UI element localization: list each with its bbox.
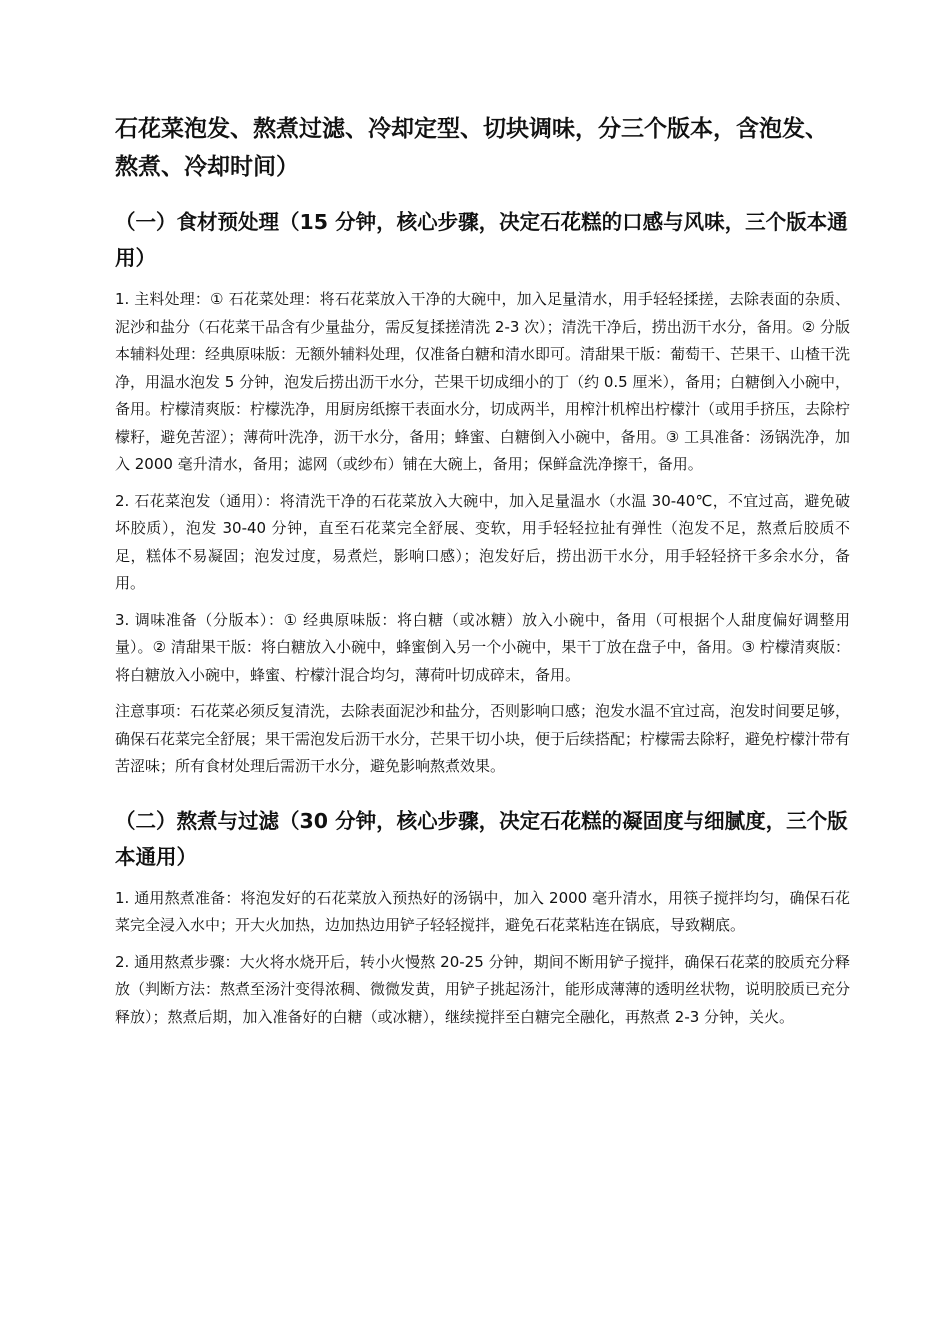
paragraph-notes: 注意事项：石花菜必须反复清洗，去除表面泥沙和盐分，否则影响口感；泡发水温不宜过高，泡发时间要足够，确保石花菜完全舒展；果干需泡发后沥干水分，芒果干切小块，便于后续搭配；柠檬需去除籽，避免柠檬汁带有苦涩味；所有食材处理后需沥干水分，避免影响熬煮效果。 <box>115 702 851 775</box>
paragraph-seasoning-prep: 3. 调味准备（分版本）：① 经典原味版：将白糖（或冰糖）放入小碗中，备用（可根据个人甜度偏好调整用量）。② 清甜果干版：将白糖放入小碗中，蜂蜜倒入另一个小碗中，果干丁放在盘子中，备用。③ 柠檬清爽版：将白糖放入小碗中，蜂蜜、柠檬汁混合均匀，薄荷叶切成碎末，备用。 <box>115 610 850 684</box>
document-title: 石花菜泡发、熬煮过滤、冷却定型、切块调味，分三个版本，含泡发、熬煮、冷却时间） <box>115 116 828 180</box>
section-heading: （二）熬煮与过滤（30 分钟，核心步骤，决定石花糕的凝固度与细腻度，三个版本通用） <box>115 808 848 869</box>
document-page <box>115 110 850 1040</box>
section-preprocessing <box>115 204 850 781</box>
paragraph-boil-steps: 2. 通用熬煮步骤：大火将水烧开后，转小火慢熬 20-25 分钟，期间不断用铲子搅拌，确保石花菜的胶质充分释放（判断方法：熬煮至汤汁变得浓稠、微微发黄，用铲子挑起汤汁，能形成薄薄的透明丝状物，说明胶质已充分释放）；熬煮后期，加入准备好的白糖（或冰糖），继续搅拌至白糖完全融化，再熬煮 2-3 分钟，关火。 <box>115 952 851 1026</box>
paragraph-boil-prep: 1. 通用熬煮准备：将泡发好的石花菜放入预热好的汤锅中，加入 2000 毫升清水，用筷子搅拌均匀，确保石花菜完全浸入水中；开大火加热，边加热边用铲子轻轻搅拌，避免石花菜粘连在锅底，导致糊底。 <box>115 888 850 934</box>
paragraph-main-ingredients: 1. 主料处理：① 石花菜处理：将石花菜放入干净的大碗中，加入足量清水，用手轻轻揉搓，去除表面的杂质、泥沙和盐分（石花菜干品含有少量盐分，需反复揉搓清洗 2-3 次）；清洗干净后，捞出沥干水分，备用。② 分版本辅料处理：经典原味版：无额外辅料处理，仅准备白糖和清水即可。清甜果干版：葡萄干、芒果干、山楂干洗净，用温水泡发 5 分钟，泡发后捞出沥干水分，芒果干切成细小的丁（约 0.5 厘米），备用；白糖倒入小碗中，备用。柠檬清爽版：柠檬洗净，用厨房纸擦干表面水分，切成两半，用榨汁机榨出柠檬汁（或用手挤压，去除柠檬籽，避免苦涩）；薄荷叶洗净，沥干水分，备用；蜂蜜、白糖倒入小碗中，备用。③ 工具准备：汤锅洗净，加入 2000 毫升清水，备用；滤网（或纱布）铺在大碗上，备用；保鲜盒洗净擦干，备用。 <box>115 290 851 473</box>
section-boiling-filtering <box>115 803 850 1032</box>
paragraph-soaking: 2. 石花菜泡发（通用）：将清洗干净的石花菜放入大碗中，加入足量温水（水温 30-40℃，不宜过高，避免破坏胶质），泡发 30-40 分钟，直至石花菜完全舒展、变软，用手轻轻拉扯有弹性（泡发不足，熬煮后胶质不足，糕体不易凝固；泡发过度，易煮烂，影响口感）；泡发好后，捞出沥干水分，用手轻轻挤干多余水分，备用。 <box>115 491 850 592</box>
section-heading: （一）食材预处理（15 分钟，核心步骤，决定石花糕的口感与风味，三个版本通用） <box>115 210 848 270</box>
